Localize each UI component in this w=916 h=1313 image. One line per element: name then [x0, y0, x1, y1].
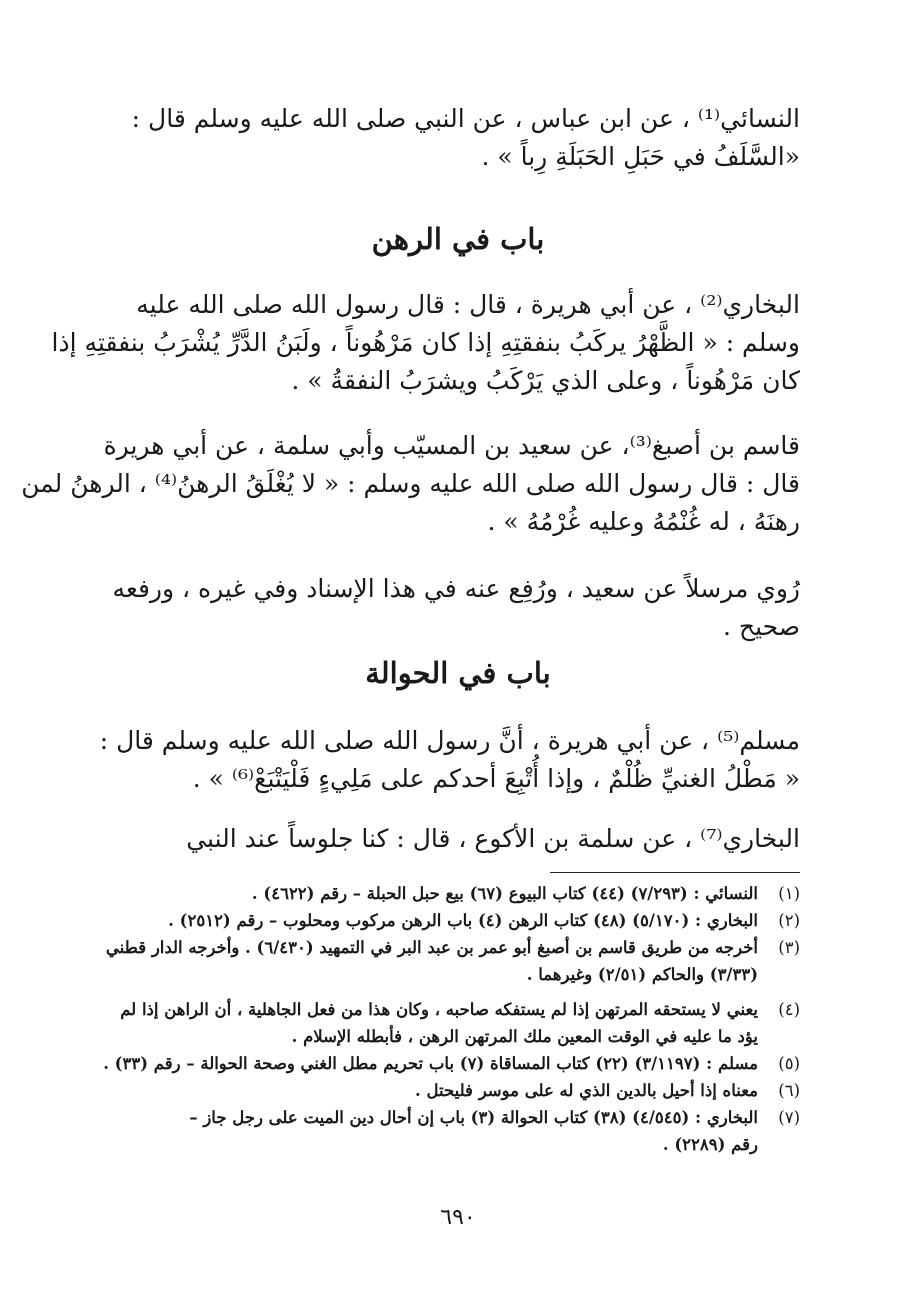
footnote-text: يعني لا يستحقه المرتهن إذا لم يستفكه صاحبه ، وكان هذا من فعل الجاهلية ، أن الراهن إذا لم — [120, 1000, 758, 1019]
text-line: « مَطْلُ الغنيِّ ظُلْمٌ ، وإذا أُتْبِعَ أحدكم على مَلِيءٍ فَلْيَتْبَعْ⁽⁶⁾ » . — [192, 764, 800, 793]
text-line: «السَّلَفُ في حَبَلِ الحَبَلَةِ رِباً » . — [481, 142, 800, 171]
footnote-number: (٢) — [778, 911, 800, 930]
footnote-text: معناه إذا أحيل بالدين الذي له على موسر فليحتل . — [415, 1081, 758, 1100]
paragraph-nasai — [128, 100, 800, 176]
footnote-text: البخاري : (٥/١٧٠) (٤٨) كتاب الرهن (٤) باب الرهن مركوب ومحلوب – رقم (٢٥١٢) . — [168, 911, 758, 930]
text-line: البخاري⁽⁷⁾ ، عن سلمة بن الأكوع ، قال : كنا جلوساً عند النبي — [186, 824, 800, 853]
section-heading-rahn: باب في الرهن — [371, 222, 545, 256]
text-line: قاسم بن أصبغ⁽³⁾، عن سعيد بن المسيّب وأبي سلمة ، عن أبي هريرة — [103, 431, 800, 460]
footnote-text: رقم (٢٢٨٩) . — [662, 1135, 758, 1154]
footnote-number: (٤) — [778, 1000, 800, 1019]
footnote-text: البخاري : (٤/٥٤٥) (٣٨) كتاب الحوالة (٣) باب إن أحال دين الميت على رجل جاز – — [189, 1108, 758, 1127]
footnote-number: (٣) — [778, 938, 800, 957]
footnote-number: (٥) — [778, 1054, 800, 1073]
footnote-7 — [128, 1104, 800, 1158]
footnote-text: (٣/٣٣) والحاكم (٢/٥١) وغيرهما . — [526, 965, 758, 984]
paragraph-bukhari-hawala — [128, 820, 800, 858]
footnote-5 — [103, 1050, 800, 1077]
footnote-3 — [105, 934, 800, 988]
paragraph-bukhari-rahn — [51, 286, 800, 400]
text-line: البخاري⁽²⁾ ، عن أبي هريرة ، قال : قال رسول الله صلى الله عليه — [136, 290, 800, 319]
footnote-2 — [128, 907, 800, 934]
footnote-4 — [120, 996, 800, 1050]
footnote-text: أخرجه من طريق قاسم بن أصبغ أبو عمر بن عبد البر في التمهيد (٦/٤٣٠) . وأخرجه الدار قطني — [105, 938, 758, 957]
footnote-number: (٧) — [778, 1108, 800, 1127]
footnote-text: مسلم : (٣/١١٩٧) (٢٢) كتاب المساقاة (٧) باب تحريم مطل الغني وصحة الحوالة – رقم (٣٣) . — [103, 1054, 758, 1073]
text-line: كان مَرْهُوناً ، وعلى الذي يَرْكَبُ ويشرَبُ النفقةُ » . — [291, 366, 800, 395]
paragraph-qasim — [21, 427, 800, 541]
footnote-divider — [550, 872, 800, 873]
footnote-text: النسائي : (٧/٢٩٣) (٤٤) كتاب البيوع (٦٧) بيع حبل الحبلة – رقم (٤٦٢٢) . — [251, 884, 758, 903]
footnote-6 — [128, 1077, 800, 1104]
footnote-number: (١) — [778, 884, 800, 903]
text-line: النسائي⁽¹⁾ ، عن ابن عباس ، عن النبي صلى الله عليه وسلم قال : — [131, 104, 800, 133]
footnote-text: يؤد ما عليه في الوقت المعين ملك المرتهن الرهن ، فأبطله الإسلام . — [291, 1027, 758, 1046]
text-line: مسلم⁽⁵⁾ ، عن أبي هريرة ، أنَّ رسول الله صلى الله عليه وسلم قال : — [99, 726, 800, 755]
text-line: وسلم : « الظَّهْرُ يركَبُ بنفقتِهِ إذا كان مَرْهُوناً ، ولَبَنُ الدَّرِّ يُشْرَبُ بنفقتِهِ إذا — [51, 328, 800, 357]
section-heading-hawala: باب في الحوالة — [365, 656, 551, 690]
text-line: رُوي مرسلاً عن سعيد ، ورُفِع عنه في هذا الإسناد وفي غيره ، ورفعه — [112, 574, 800, 603]
text-line: رهنَهُ ، له غُنْمُهُ وعليه غُرْمُهُ » . — [487, 507, 800, 536]
page-number: ٦٩٠ — [440, 1205, 476, 1230]
text-line: صحيح . — [723, 612, 800, 641]
text-line: قال : قال رسول الله صلى الله عليه وسلم : « لا يُغْلَقُ الرهنُ⁽⁴⁾ ، الرهنُ لمن — [21, 469, 800, 498]
footnote-1 — [128, 880, 800, 907]
footnotes — [103, 880, 800, 1158]
footnote-number: (٦) — [778, 1081, 800, 1100]
paragraph-muslim — [99, 722, 800, 798]
paragraph-mursal — [112, 570, 800, 646]
